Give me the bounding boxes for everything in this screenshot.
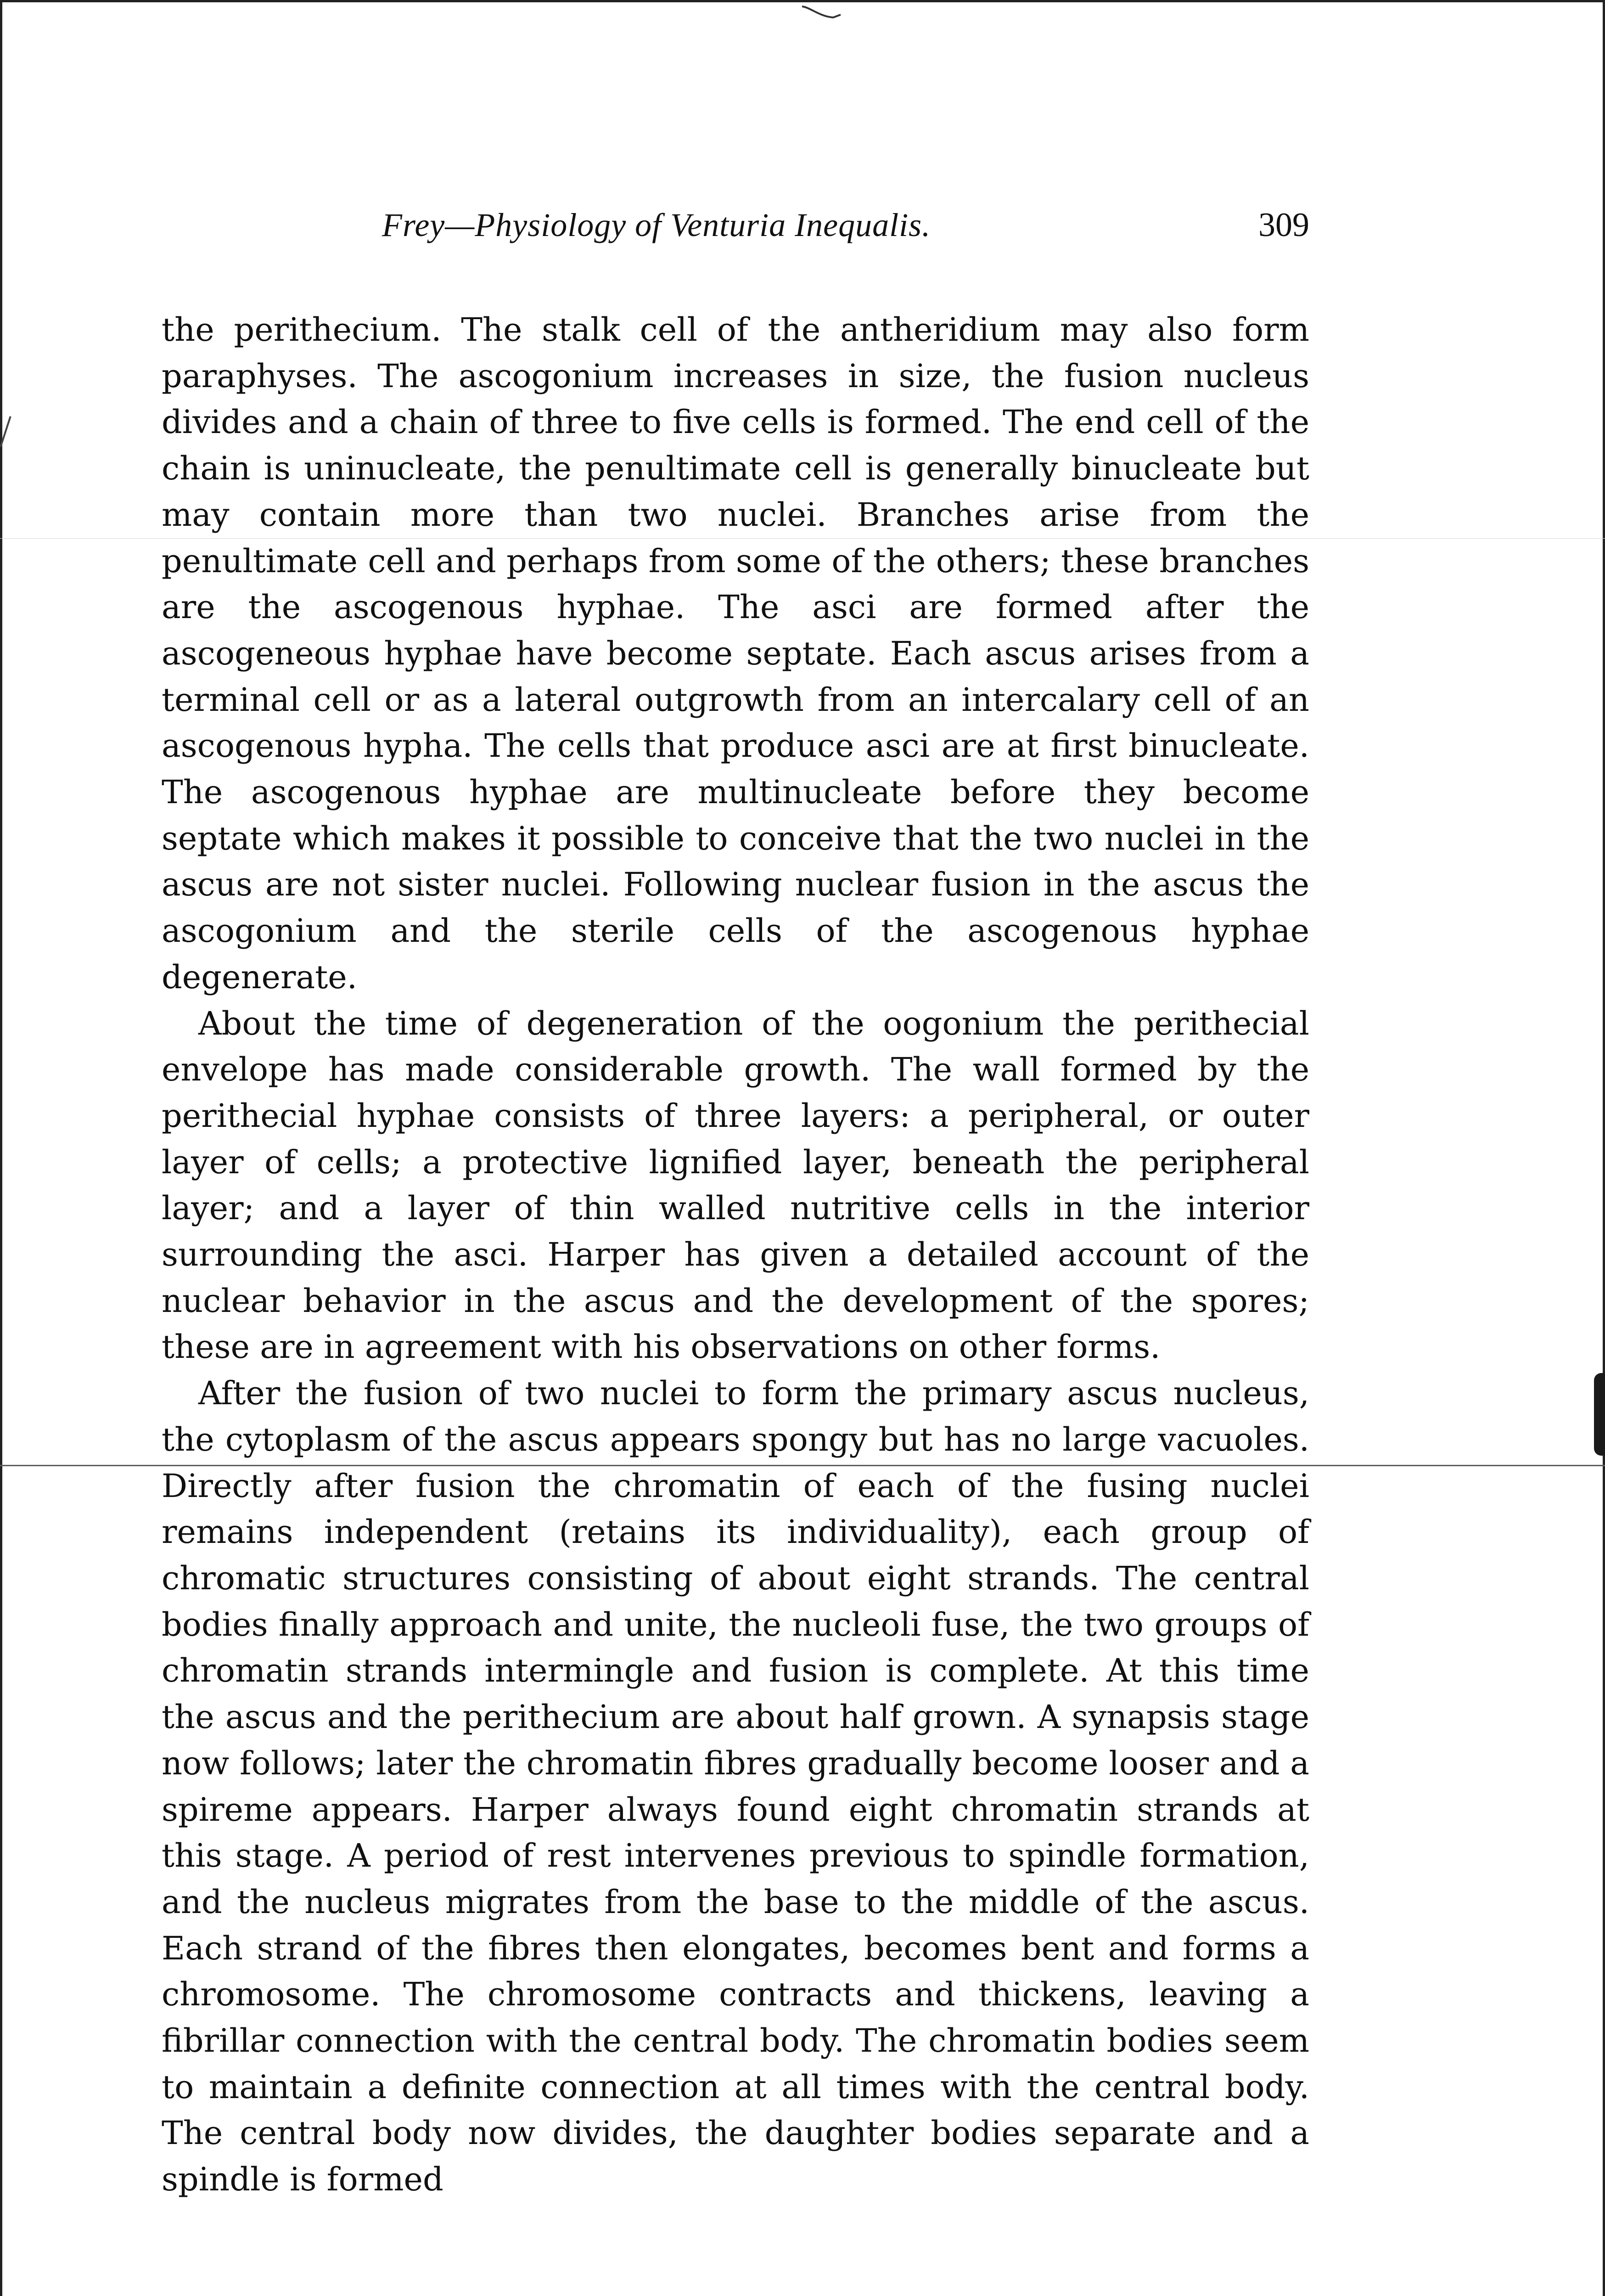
paragraph-3: After the fusion of two nuclei to form the primary ascus nucleus, the cytoplasm of the ascus appears spongy but has no large vacuoles. Directly after fusion the chromatin of each of the fusing nuclei remains independent (retains its individuality), each group of chromatic structures consisting of about eight strands. The central bodies finally approach and unite, the nucleoli fuse, the two groups of chromatin strands intermingle and fusion is complete. At this time the ascus and the perithecium are about half grown. A synapsis stage now follows; later the chromatin fibres gradually become looser and a spireme appears. Harper always found eight chromatin strands at this stage. A period of rest intervenes previous to spindle formation, and the nucleus migrates from the base to the middle of the ascus. Each strand of the fibres then elongates, becomes bent and forms a chromosome. The chromosome contracts and thickens, leaving a fibrillar connection with the central body. The chromatin bodies seem to maintain a definite connection at all times with the central body. The central body now divides, the daughter bodies separate and a spindle is formed [162, 1374, 1309, 2199]
paragraph-2: About the time of degeneration of the oogonium the perithecial envelope has made considerable growth. The wall formed by the perithecial hyphae consists of three layers: a peripheral, or outer layer of cells; a protective lignified layer, beneath the peripheral layer; and a layer of thin walled nutritive cells in the interior surrounding the asci. Harper has given a detailed account of the nuclear behavior in the ascus and the development of the spores; these are in agreement with his observations on other forms. [162, 1004, 1309, 1366]
page-number: 309 [1258, 206, 1309, 244]
right-edge-binding-mark [1594, 1373, 1605, 1456]
paragraph-1: the perithecium. The stalk cell of the antheridium may also form paraphyses. The ascogonium increases in size, the fusion nucleus divides and a chain of three to five cells is formed. The end cell of the chain is uninucleate, the penultimate cell is generally binucleate but may contain more than two nuclei. Branches arise from the penultimate cell and perhaps from some of the others; these branches are the ascogenous hyphae. The asci are formed after the ascogeneous hyphae have become septate. Each ascus arises from a terminal cell or as a lateral outgrowth from an intercalary cell of an ascogenous hypha. The cells that produce asci are at first binucleate. The ascogenous hyphae are multinucleate before they become septate which makes it possible to conceive that the two nuclei in the ascus are not sister nuclei. Following nuclear fusion in the ascus the ascogonium and the sterile cells of the ascogenous hyphae degenerate. [162, 311, 1309, 996]
top-scan-mark [801, 4, 842, 22]
running-header [162, 202, 1309, 248]
running-title: Frey—Physiology of Venturia Inequalis. [382, 207, 931, 243]
body-text [162, 307, 1309, 2203]
